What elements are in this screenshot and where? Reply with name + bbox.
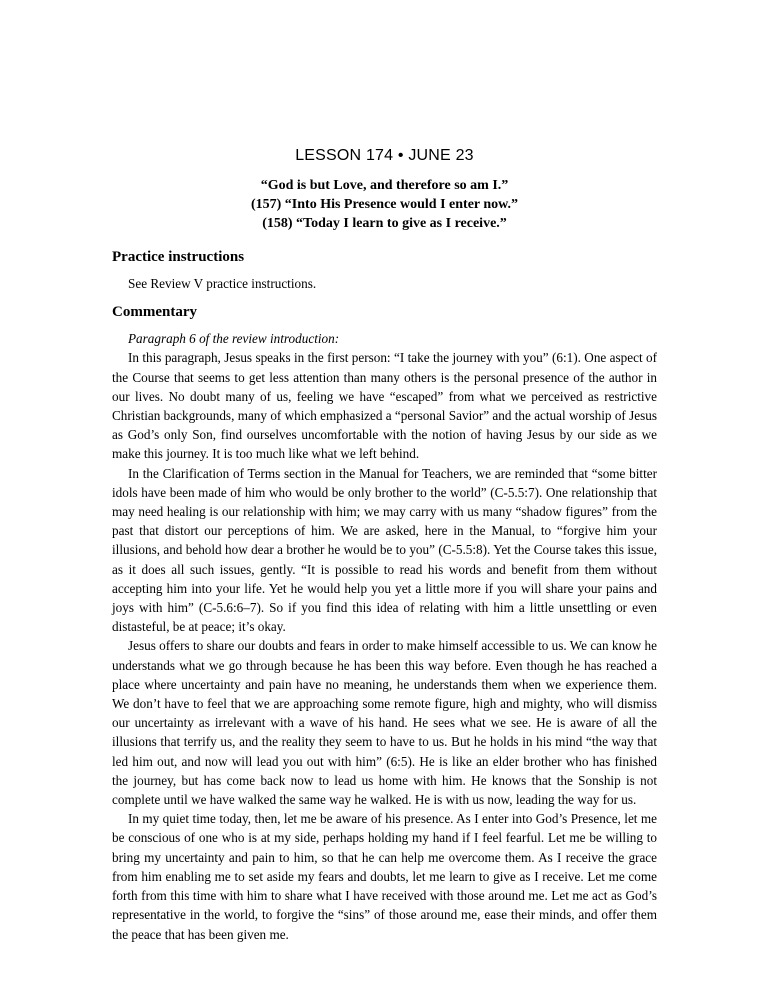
lesson-title: LESSON 174 • JUNE 23 bbox=[295, 147, 474, 164]
practice-heading: Practice instructions bbox=[112, 249, 245, 265]
document-page bbox=[112, 147, 657, 944]
quote-line-2: (157) “Into His Presence would I enter now.” bbox=[250, 197, 519, 212]
commentary-paragraph-1: In this paragraph, Jesus speaks in the first person: “I take the journey with you” (6:1). One aspect of the Course that seems to get less attention than many others is the personal presence of the author in our lives. No doubt many of us, feeling we have “escaped” from what we perceived as restrictive Christian backgrounds, many of which emphasized a “personal Savior” and the actual worship of Jesus as God’s only Son, find ourselves uncomfortable with the notion of having Jesus by our side as we make this journey. It is too much like what we left behind. bbox=[112, 350, 657, 462]
quote-line-1: “God is but Love, and therefore so am I.” bbox=[260, 178, 509, 193]
section-gap bbox=[112, 293, 657, 303]
commentary-paragraph-2: In the Clarification of Terms section in the Manual for Teachers, we are reminded that “some bitter idols have been made of him who would be only brother to the world” (C-5.5:7). One relationship that may need healing is our relationship with him; we may carry with us many “shadow figures” from the past that distort our perceptions of him. We are asked, here in the Manual, to “forgive him your illusions, and behold how dear a brother he would be to you” (C-5.5:8). Yet the Course takes this issue, as it does all such issues, gently. “It is possible to read his words and benefit from them without accepting him into your life. Yet he would help you yet a little more if you will share your pains and joys with him” (C-5.6:6–7). So if you find this idea of relating with him a little unsettling or even distasteful, be at peace; it’s okay. bbox=[112, 465, 657, 635]
commentary-paragraph-3: Jesus offers to share our doubts and fears in order to make himself accessible to us. We can know he understands what we go through because he has been this way before. Even though he has reached a place where uncertainty and pain have no meaning, he understands them when we experience them. We don’t have to feel that we are approaching some remote figure, high and mighty, who will dismiss our uncertainty as irrelevant with a wave of his hand. He sees what we see. He is aware of all the illusions that terrify us, and the reality they seem to have to us. But he holds in his mind “the way that led him out, and now will lead you out with him” (6:5). He is like an elder brother who has finished the journey, but has come back now to lead us home with him. He knows that the Sonship is not complete until we have walked the same way he walked. He is with us now, leading the way for us. bbox=[112, 638, 657, 808]
quote-line-3: (158) “Today I learn to give as I receive.” bbox=[262, 216, 507, 231]
practice-text: See Review V practice instructions. bbox=[128, 276, 317, 291]
commentary-paragraph-4: In my quiet time today, then, let me be aware of his presence. As I enter into God’s Presence, let me be conscious of one who is at my side, perhaps holding my hand if I feel fearful. Let me be willing to bring my uncertainty and pain to him, so that he can help me overcome them. As I receive the grace from him enabling me to set aside my fears and doubts, let me learn to give as I receive. Let me come forth from this time with him to share what I have received with those around me. Let me act as God’s representative in the world, to forgive the “sins” of those around me, ease their minds, and offer them the peace that has been given me. bbox=[112, 811, 657, 942]
lesson-quotes bbox=[112, 176, 657, 233]
commentary-intro: Paragraph 6 of the review introduction: bbox=[128, 331, 340, 347]
commentary-heading: Commentary bbox=[112, 304, 197, 321]
